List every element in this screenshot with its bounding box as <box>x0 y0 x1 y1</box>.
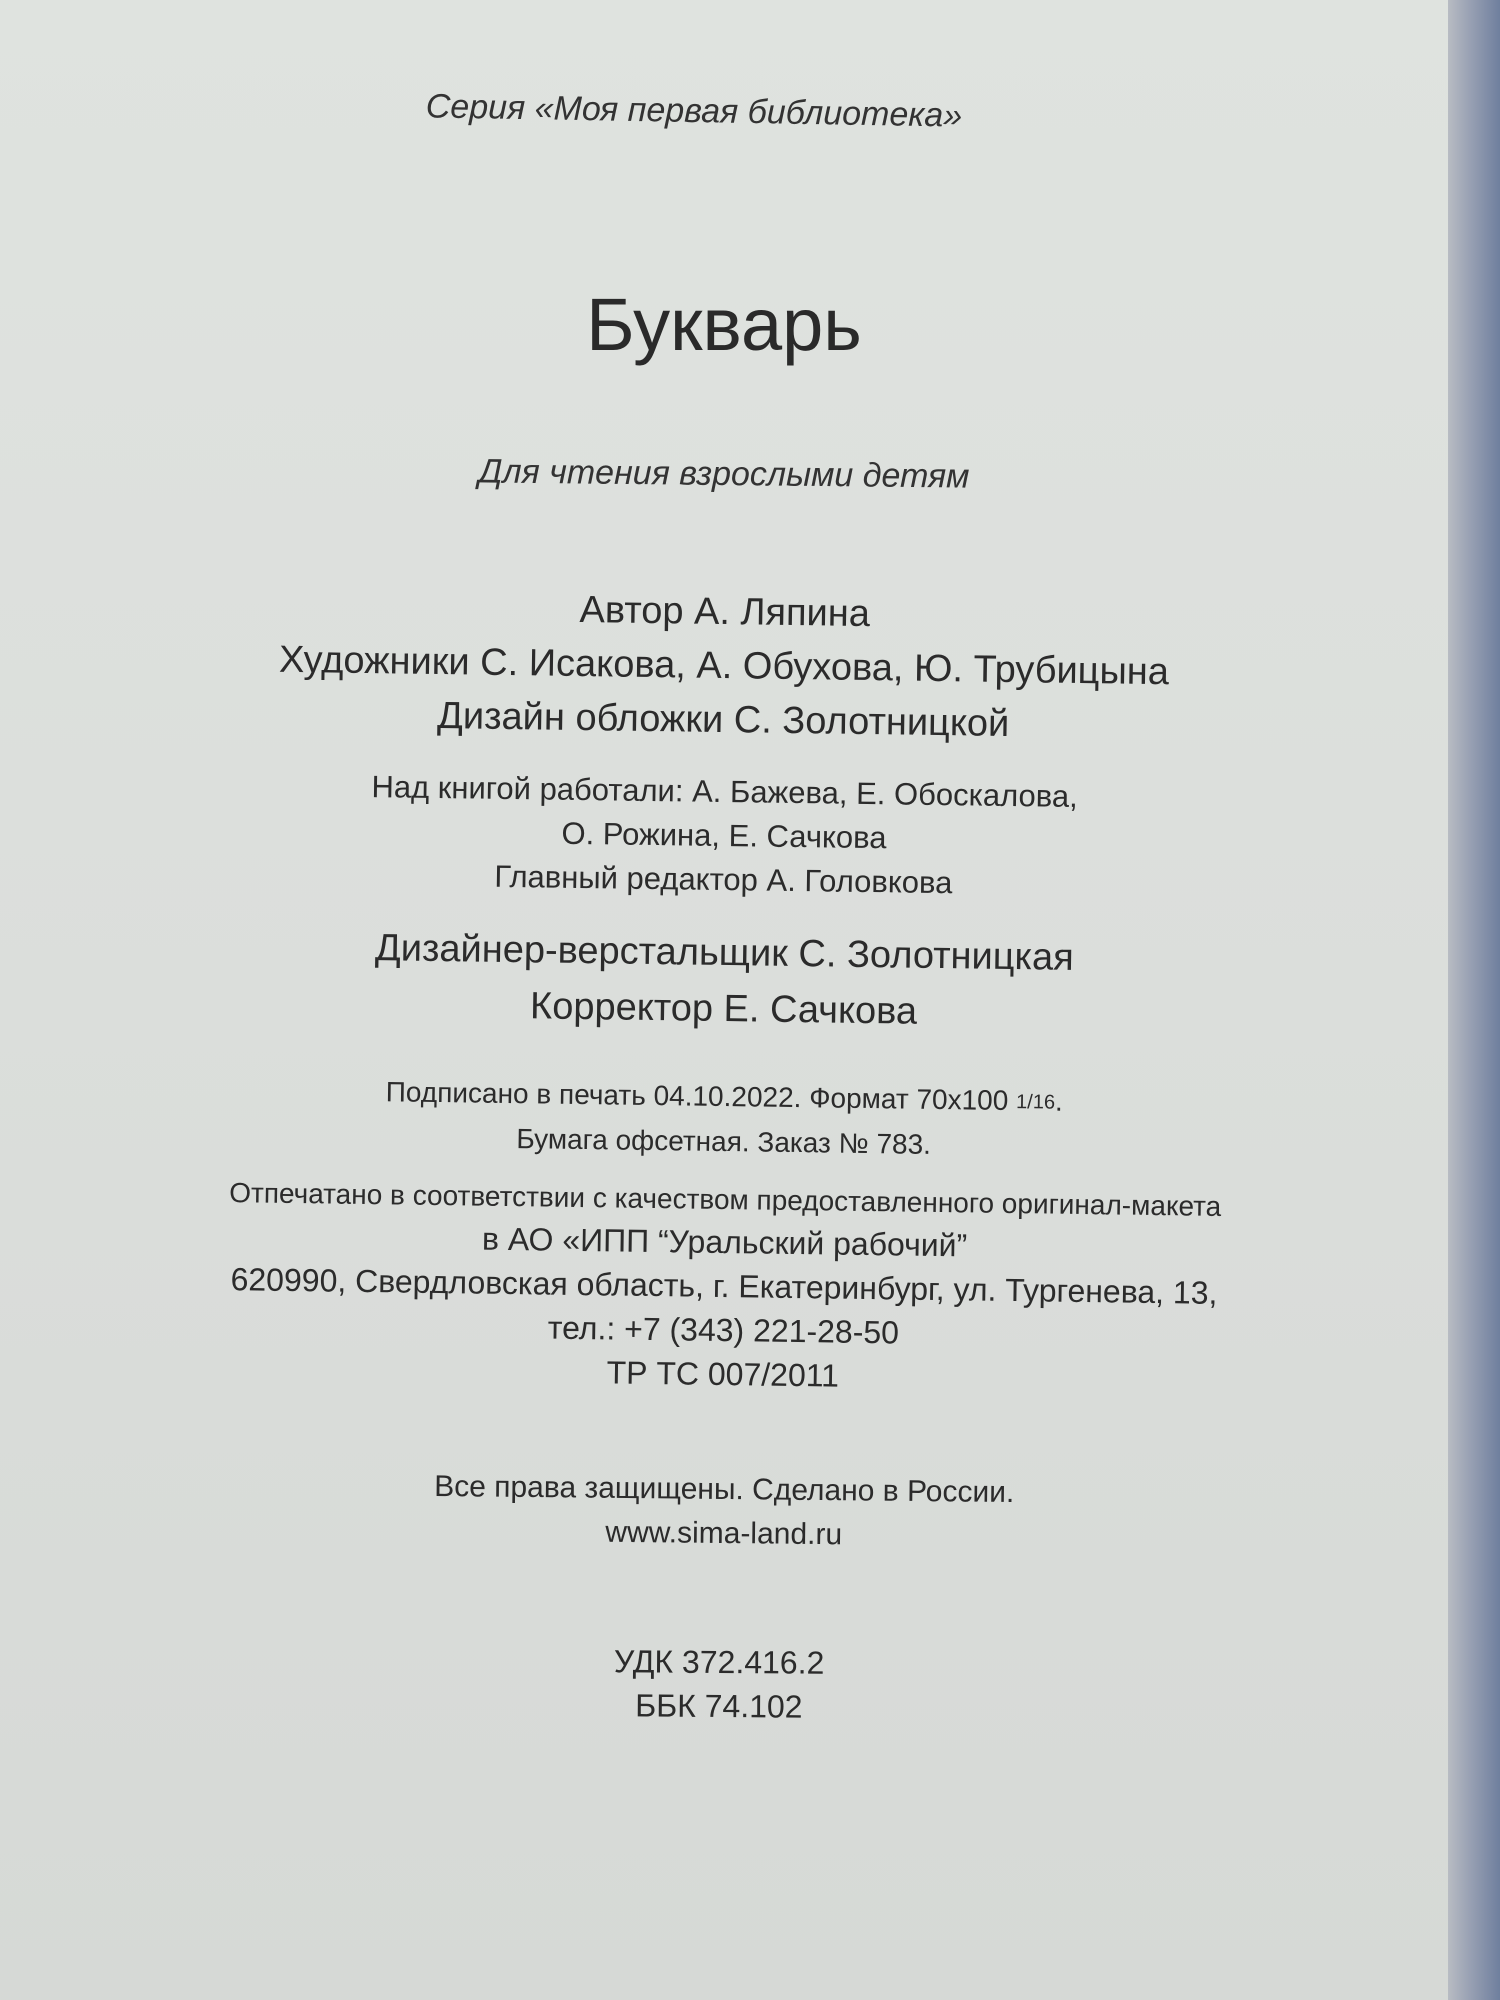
team-block <box>0 760 1449 912</box>
udk-line: УДК 372.416.2 <box>613 1643 825 1681</box>
layout-block <box>0 915 1449 1047</box>
book-cover-edge <box>1448 0 1500 2000</box>
cover-design-line: Дизайн обложки С. Золотницкой <box>436 695 1010 745</box>
printer-block <box>0 1170 1449 1406</box>
printer-phone: тел.: +7 (343) 221-28-50 <box>547 1309 900 1351</box>
format-fraction: 1/16 <box>1015 1091 1056 1114</box>
series-line: Серия «Моя первая библиотека» <box>425 87 963 135</box>
team-line-2: О. Рожина, Е. Сачкова <box>561 815 887 856</box>
chief-editor-line: Главный редактор А. Головкова <box>494 858 953 901</box>
rights-block <box>0 1460 1448 1563</box>
book-subtitle: Для чтения взрослыми детям <box>478 452 970 496</box>
printer-address: 620990, Свердловская область, г. Екатеринбург, ул. Тургенева, 13, <box>230 1261 1218 1311</box>
book-title: Букварь <box>586 283 862 366</box>
artists-line: Художники С. Исакова, А. Обухова, Ю. Трубицына <box>278 638 1170 694</box>
printer-line-2: в АО «ИПП “Уральский рабочий” <box>481 1220 968 1264</box>
paper-line: Бумага офсетная. Заказ № 783. <box>516 1123 932 1160</box>
print-info-block <box>0 1065 1449 1174</box>
bbk-line: ББК 74.102 <box>635 1687 803 1725</box>
standard-line: ТР ТС 007/2011 <box>606 1354 840 1394</box>
format-end: . <box>1054 1085 1064 1117</box>
proofreader-line: Корректор Е. Сачкова <box>529 985 918 1033</box>
team-line-1: Над книгой работали: А. Бажева, Е. Обоскалова, <box>371 769 1079 814</box>
codes-block <box>0 1635 1443 1733</box>
credits-block <box>0 575 1449 757</box>
rights-line: Все права защищены. Сделано в России. <box>434 1469 1015 1510</box>
designer-line: Дизайнер-верстальщик С. Золотницкая <box>374 927 1074 979</box>
printer-line-1: Отпечатано в соответствии с качеством предоставленного оригинал-макета <box>229 1177 1222 1222</box>
signed-text: Подписано в печать 04.10.2022. Формат 70х100 <box>385 1076 1009 1116</box>
website-line: www.sima-land.ru <box>605 1515 843 1552</box>
author-line: Автор А. Ляпина <box>579 588 871 636</box>
